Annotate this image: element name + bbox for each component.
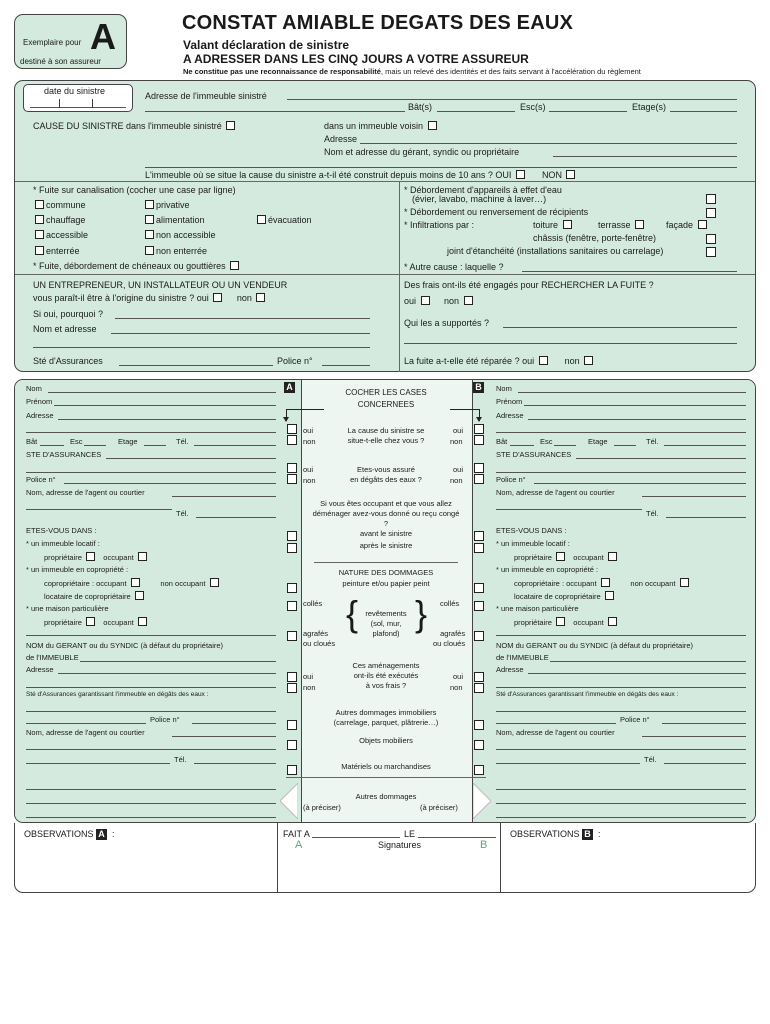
autres-label: Autres dommages bbox=[355, 792, 417, 801]
preciser-b: (à préciser) bbox=[420, 803, 458, 812]
adresse-label: Adresse bbox=[26, 411, 54, 420]
autres-field-1[interactable] bbox=[26, 789, 276, 790]
gerant-field-2[interactable] bbox=[145, 167, 737, 168]
adresse2-label: Adresse bbox=[26, 665, 54, 674]
le-field[interactable] bbox=[418, 837, 496, 838]
locatif-label: * un immeuble locatif : bbox=[496, 539, 570, 548]
adresse-immeuble-label: Adresse de l'immeuble sinistré bbox=[145, 91, 267, 101]
fait-a-field[interactable] bbox=[312, 837, 400, 838]
debordement2-checkbox[interactable] bbox=[706, 208, 716, 218]
facade-checkbox[interactable] bbox=[698, 220, 707, 229]
exemplaire-box bbox=[14, 14, 127, 69]
middle-a-checkbox-12[interactable] bbox=[287, 740, 297, 750]
copro-label: * un immeuble en copropriété : bbox=[496, 565, 599, 574]
chassis-label: châssis (fenêtre, porte-fenêtre) bbox=[533, 233, 657, 243]
middle-a-checkbox-9[interactable] bbox=[287, 672, 297, 682]
locatif-proprietaire-checkbox[interactable] bbox=[86, 552, 95, 561]
construit-label: L'immeuble où se situe la cause du sinistre a-t-il été construit depuis moins de 10 ans ? OUI NON bbox=[145, 170, 577, 181]
esc-label: Esc bbox=[70, 437, 83, 446]
middle-column: A B COCHER LES CASES CONCERNEES oui non La cause du sinistre se situe-t-elle chez vous ? oui non oui non Etes-vous assuré en dégâts des eaux ? oui non Si vous êtes occupant et que vous allez déménager avez-vous donné ou reçu congé ? avant le sinistre après le sinistre NATURE DES DOMMAGES peinture et/ou papier peint collés collés { } revêtements (sol, mur, plafond) agrafés ou cloués agrafés ou cloués Ces aménagements ont-ils été exécutés à vos frais ? oui non oui non Autres dommages immobiliers (carrelage, parquet, plâtrerie…) Objets mobiliers Matériels ou marchandises Autres dommages (à préciser) (à préciser) bbox=[300, 379, 472, 823]
middle-a-checkbox-3[interactable] bbox=[287, 474, 297, 484]
agent-field-2[interactable] bbox=[26, 509, 172, 510]
ste-assurances-label: STE D'ASSURANCES bbox=[26, 450, 102, 459]
q1-non-a: non bbox=[303, 437, 316, 446]
tel-label: Tél. bbox=[646, 437, 659, 446]
nom-label: Nom bbox=[26, 384, 42, 393]
agent-field[interactable] bbox=[642, 496, 746, 497]
chassis-checkbox[interactable] bbox=[706, 234, 716, 244]
ste-garant-label: Sté d'Assurances garantissant l'immeuble en dégâts des eaux : bbox=[26, 691, 209, 698]
agent2-field-3[interactable] bbox=[26, 763, 170, 764]
commune-opt: commune bbox=[33, 200, 86, 211]
non-accessible-opt: non accessible bbox=[143, 230, 216, 241]
middle-a-checkbox-6[interactable] bbox=[287, 583, 297, 593]
middle-a-checkbox-4[interactable] bbox=[287, 531, 297, 541]
qui-field-2[interactable] bbox=[404, 343, 737, 344]
accessible-checkbox[interactable] bbox=[35, 230, 44, 239]
etage-label: Etage(s) bbox=[632, 102, 667, 112]
middle-a-checkbox-13[interactable] bbox=[287, 765, 297, 775]
tel-field[interactable] bbox=[664, 445, 746, 446]
nom-adresse-field-2[interactable] bbox=[33, 347, 370, 348]
maison-field[interactable] bbox=[26, 635, 276, 636]
terrasse-checkbox[interactable] bbox=[635, 220, 644, 229]
colles-a: collés bbox=[303, 599, 323, 608]
agrafes-b: agrafés ou cloués bbox=[433, 629, 466, 648]
adresse-immeuble-field-2[interactable] bbox=[145, 111, 405, 112]
adresse2-field[interactable] bbox=[528, 673, 746, 674]
maison-proprietaire-checkbox[interactable] bbox=[556, 617, 565, 626]
nom-field[interactable] bbox=[48, 392, 276, 393]
middle-b-checkbox-1[interactable] bbox=[474, 435, 484, 445]
frais-label: Des frais ont-ils été engagés pour RECHERCHER LA FUITE ? bbox=[404, 280, 654, 290]
autres-field-2[interactable] bbox=[26, 803, 276, 804]
locatif-label: * un immeuble locatif : bbox=[26, 539, 100, 548]
agent2-field-3[interactable] bbox=[496, 763, 640, 764]
exemplaire-dest: destiné à son assureur bbox=[20, 57, 101, 66]
evacuation-opt: évacuation bbox=[255, 215, 312, 226]
middle-a-checkbox-0[interactable] bbox=[287, 424, 297, 434]
reparee-oui-checkbox[interactable] bbox=[539, 356, 548, 365]
tel2-label: Tél. bbox=[176, 509, 189, 518]
arrow-left-icon bbox=[280, 783, 298, 819]
police-field[interactable] bbox=[64, 483, 276, 484]
de-immeuble-label: de l'IMMEUBLE bbox=[26, 653, 79, 662]
autres-field-1[interactable] bbox=[496, 789, 746, 790]
police-field[interactable] bbox=[322, 365, 370, 366]
reparee-label: La fuite a-t-elle été réparée ? oui non bbox=[404, 356, 595, 367]
locatif-occupant-checkbox[interactable] bbox=[608, 552, 617, 561]
bat-label: Bât bbox=[26, 437, 38, 446]
observations-a: OBSERVATIONS A : bbox=[24, 829, 115, 839]
middle-b-checkbox-13[interactable] bbox=[474, 765, 484, 775]
police-label: Police n° bbox=[277, 356, 313, 366]
q1-non-b: non bbox=[450, 437, 463, 446]
adresse2-field[interactable] bbox=[58, 673, 276, 674]
maison-opts: propriétaire occupant bbox=[514, 617, 619, 628]
police-label: Police n° bbox=[496, 475, 526, 484]
maison-proprietaire-checkbox[interactable] bbox=[86, 617, 95, 626]
adresse-label: Adresse bbox=[324, 134, 358, 144]
ste-assurances-field-2[interactable] bbox=[496, 472, 746, 473]
construit-non-checkbox[interactable] bbox=[566, 170, 575, 179]
joint-label: joint d'étanchéité (installations sanitaires ou carrelage) bbox=[447, 246, 664, 256]
peinture-label: peinture et/ou papier peint bbox=[342, 579, 430, 588]
de-immeuble-label: de l'IMMEUBLE bbox=[496, 653, 549, 662]
q1-oui-a: oui bbox=[303, 426, 314, 435]
page-title: CONSTAT AMIABLE DEGATS DES EAUX bbox=[182, 12, 574, 34]
etage-label: Etage bbox=[118, 437, 138, 446]
autres-field-3[interactable] bbox=[496, 817, 746, 818]
agent-label: Nom, adresse de l'agent ou courtier bbox=[496, 488, 615, 497]
q1-label: La cause du sinistre se situe-t-elle chez vous ? bbox=[347, 426, 425, 445]
debordement2-label: * Débordement ou renversement de récipients bbox=[404, 207, 589, 217]
maison-field[interactable] bbox=[496, 635, 746, 636]
fuite-chen-checkbox[interactable] bbox=[230, 261, 239, 270]
autres-immo-label: Autres dommages immobiliers (carrelage, parquet, plâtrerie…) bbox=[333, 708, 439, 727]
de-immeuble-field[interactable] bbox=[80, 661, 276, 662]
date-box bbox=[23, 84, 133, 112]
middle-a-checkbox-2[interactable] bbox=[287, 463, 297, 473]
locatif-opts: propriétaire occupant bbox=[44, 552, 149, 563]
voisin-checkbox[interactable] bbox=[428, 121, 437, 130]
middle-b-checkbox-12[interactable] bbox=[474, 740, 484, 750]
q2-label: Etes-vous assuré en dégâts des eaux ? bbox=[350, 465, 422, 484]
maison-label: * une maison particulière bbox=[496, 604, 579, 613]
top-section bbox=[14, 80, 756, 372]
materiels-label: Matériels ou marchandises bbox=[341, 762, 431, 771]
sig-a: A bbox=[295, 839, 303, 851]
agent2-field-2[interactable] bbox=[496, 749, 746, 750]
police2-label: Police n° bbox=[150, 715, 180, 724]
fuite-canal-label: * Fuite sur canalisation (cocher une case par ligne) bbox=[33, 185, 236, 195]
adresse-field[interactable] bbox=[58, 419, 276, 420]
toiture-opt: toiture bbox=[533, 220, 574, 231]
tel2-label: Tél. bbox=[646, 509, 659, 518]
concernees-label: CONCERNEES bbox=[357, 400, 415, 409]
locatif-occupant-checkbox[interactable] bbox=[138, 552, 147, 561]
ste-assurances-field-2[interactable] bbox=[26, 472, 276, 473]
non-accessible-checkbox[interactable] bbox=[145, 230, 154, 239]
party-a bbox=[14, 379, 300, 823]
etage-field[interactable] bbox=[144, 445, 166, 446]
ste-label: Sté d'Assurances bbox=[33, 356, 103, 366]
ste-garant-label: Sté d'Assurances garantissant l'immeuble en dégâts des eaux : bbox=[496, 691, 679, 698]
nature-label: NATURE DES DOMMAGES bbox=[338, 568, 434, 577]
tel3-field[interactable] bbox=[664, 763, 746, 764]
subtitle-2: A ADRESSER DANS LES CINQ JOURS A VOTRE ASSUREUR bbox=[183, 52, 529, 66]
agent2-field[interactable] bbox=[172, 736, 276, 737]
tel3-field[interactable] bbox=[194, 763, 276, 764]
copro-non-occupant-checkbox[interactable] bbox=[680, 578, 689, 587]
party-b bbox=[484, 379, 756, 823]
locataire-opt: locataire de copropriétaire bbox=[44, 591, 146, 602]
agent2-field-2[interactable] bbox=[26, 749, 276, 750]
debordement1-label: * Débordement d'appareils à effet d'eau bbox=[404, 185, 562, 195]
arrow-right-icon bbox=[473, 783, 491, 819]
maison-opts: propriétaire occupant bbox=[44, 617, 149, 628]
alimentation-opt: alimentation bbox=[143, 215, 205, 226]
esc-label: Esc(s) bbox=[520, 102, 546, 112]
prenom-label: Prénom bbox=[26, 397, 53, 406]
locataire-opt: locataire de copropriétaire bbox=[514, 591, 616, 602]
agent2-field[interactable] bbox=[642, 736, 746, 737]
apres-label: après le sinistre bbox=[359, 541, 413, 550]
tel2-field[interactable] bbox=[196, 517, 276, 518]
agent-field-2[interactable] bbox=[496, 509, 642, 510]
q2-oui-a: oui bbox=[303, 465, 314, 474]
etage-field[interactable] bbox=[614, 445, 636, 446]
q1-oui-b: oui bbox=[453, 426, 464, 435]
tel3-label: Tél. bbox=[174, 755, 187, 764]
observations-b: OBSERVATIONS B : bbox=[510, 829, 601, 839]
middle-b-checkbox-4[interactable] bbox=[474, 531, 484, 541]
middle-b-checkbox-3[interactable] bbox=[474, 474, 484, 484]
date-field[interactable] bbox=[30, 107, 126, 108]
ste-garant-field-2[interactable] bbox=[26, 723, 146, 724]
alimentation-checkbox[interactable] bbox=[145, 215, 154, 224]
esc-label: Esc bbox=[540, 437, 553, 446]
ste-assurances-field[interactable] bbox=[106, 458, 276, 459]
copro-occupant-checkbox[interactable] bbox=[131, 578, 140, 587]
adresse2-field-2[interactable] bbox=[26, 687, 276, 688]
middle-b-checkbox-5[interactable] bbox=[474, 543, 484, 553]
copro-opts: copropriétaire : occupant non occupant bbox=[514, 578, 691, 589]
amenag-oui-a: oui bbox=[303, 672, 314, 681]
origine-oui-checkbox[interactable] bbox=[213, 293, 222, 302]
frais-oui-checkbox[interactable] bbox=[421, 296, 430, 305]
objets-label: Objets mobiliers bbox=[359, 736, 413, 745]
badge-a: A bbox=[284, 382, 295, 393]
ste-garant-field-2[interactable] bbox=[496, 723, 616, 724]
qui-field[interactable] bbox=[503, 327, 737, 328]
esc-field[interactable] bbox=[84, 445, 106, 446]
joint-checkbox[interactable] bbox=[706, 247, 716, 257]
bat-label: Bât bbox=[496, 437, 508, 446]
bat-label: Bât(s) bbox=[408, 102, 433, 112]
agent2-label: Nom, adresse de l'agent ou courtier bbox=[26, 728, 145, 737]
non-enterree-checkbox[interactable] bbox=[145, 246, 154, 255]
avant-label: avant le sinistre bbox=[359, 529, 413, 538]
privative-checkbox[interactable] bbox=[145, 200, 154, 209]
date-label: date du sinistre bbox=[44, 86, 106, 96]
esc-field[interactable] bbox=[549, 111, 627, 112]
cause-label: CAUSE DU SINISTRE dans l'immeuble sinistré bbox=[33, 121, 237, 132]
middle-b-checkbox-0[interactable] bbox=[474, 424, 484, 434]
chauffage-opt: chauffage bbox=[33, 215, 85, 226]
agent-field[interactable] bbox=[172, 496, 276, 497]
privative-opt: privative bbox=[143, 200, 190, 211]
middle-b-checkbox-10[interactable] bbox=[474, 683, 484, 693]
maison-occupant-checkbox[interactable] bbox=[138, 617, 147, 626]
bottom-section bbox=[14, 823, 756, 893]
gerant-syndic-label: NOM du GERANT ou du SYNDIC (à défaut du propriétaire) bbox=[496, 641, 694, 650]
middle-b-checkbox-7[interactable] bbox=[474, 601, 484, 611]
ste-garant-field[interactable] bbox=[496, 711, 746, 712]
commune-checkbox[interactable] bbox=[35, 200, 44, 209]
bat-field[interactable] bbox=[40, 445, 64, 446]
etes-vous-label: ETES-VOUS DANS : bbox=[496, 526, 567, 535]
gerant-syndic-label: NOM du GERANT ou du SYNDIC (à défaut du propriétaire) bbox=[26, 641, 224, 650]
copro-label: * un immeuble en copropriété : bbox=[26, 565, 129, 574]
exemplaire-letter: A bbox=[90, 16, 116, 57]
etage-field[interactable] bbox=[670, 111, 737, 112]
origine-non-checkbox[interactable] bbox=[256, 293, 265, 302]
adresse-label: Adresse bbox=[496, 411, 524, 420]
chauffage-checkbox[interactable] bbox=[35, 215, 44, 224]
fuite-chen-label: * Fuite, débordement de chéneaux ou gouttières bbox=[33, 261, 241, 272]
gerant-label: Nom et adresse du gérant, syndic ou propriétaire bbox=[324, 147, 520, 157]
nom-field[interactable] bbox=[518, 392, 746, 393]
adresse-field[interactable] bbox=[528, 419, 746, 420]
bat-field[interactable] bbox=[437, 111, 515, 112]
adresse-field[interactable] bbox=[360, 143, 737, 144]
q2-non-b: non bbox=[450, 476, 463, 485]
ste-assurances-field[interactable] bbox=[576, 458, 746, 459]
non-enterree-opt: non enterrée bbox=[143, 246, 207, 257]
terrasse-opt: terrasse bbox=[598, 220, 646, 231]
infiltrations-label: * Infiltrations par : bbox=[404, 220, 475, 230]
autre-cause-field[interactable] bbox=[522, 271, 737, 272]
etage-label: Etage bbox=[588, 437, 608, 446]
prenom-label: Prénom bbox=[496, 397, 523, 406]
tel3-label: Tél. bbox=[644, 755, 657, 764]
copro-opts: copropriétaire : occupant non occupant bbox=[44, 578, 221, 589]
si-oui-field[interactable] bbox=[115, 318, 370, 319]
qui-label: Qui les a supportés ? bbox=[404, 318, 490, 328]
exemplaire-label: Exemplaire pour bbox=[23, 38, 82, 47]
police2-label: Police n° bbox=[620, 715, 650, 724]
police-label: Police n° bbox=[26, 475, 56, 484]
agent2-label: Nom, adresse de l'agent ou courtier bbox=[496, 728, 615, 737]
adresse-field-2[interactable] bbox=[496, 432, 746, 433]
middle-a-checkbox-11[interactable] bbox=[287, 720, 297, 730]
enterree-checkbox[interactable] bbox=[35, 246, 44, 255]
autre-cause-label: * Autre cause : laquelle ? bbox=[404, 262, 504, 272]
cause-checkbox[interactable] bbox=[226, 121, 235, 130]
ste-assurances-label: STE D'ASSURANCES bbox=[496, 450, 572, 459]
reparee-non-checkbox[interactable] bbox=[584, 356, 593, 365]
tel-label: Tél. bbox=[176, 437, 189, 446]
etes-vous-label: ETES-VOUS DANS : bbox=[26, 526, 97, 535]
autres-field-2[interactable] bbox=[496, 803, 746, 804]
agrafes-a: agrafés ou cloués bbox=[303, 629, 336, 648]
middle-a-checkbox-10[interactable] bbox=[287, 683, 297, 693]
adresse-field-2[interactable] bbox=[26, 432, 276, 433]
adresse2-label: Adresse bbox=[496, 665, 524, 674]
locataire-checkbox[interactable] bbox=[135, 591, 144, 600]
fait-a: FAIT A bbox=[283, 829, 310, 839]
middle-b-checkbox-2[interactable] bbox=[474, 463, 484, 473]
de-immeuble-field[interactable] bbox=[550, 661, 746, 662]
prenom-field[interactable] bbox=[54, 405, 276, 406]
ste-garant-field[interactable] bbox=[26, 711, 276, 712]
amenag-non-a: non bbox=[303, 683, 316, 692]
le-label: LE bbox=[404, 829, 416, 839]
preciser-a: (à préciser) bbox=[303, 803, 341, 812]
autres-field-3[interactable] bbox=[26, 817, 276, 818]
adresse-immeuble-field[interactable] bbox=[287, 99, 737, 100]
middle-a-checkbox-1[interactable] bbox=[287, 435, 297, 445]
nom-adresse-label: Nom et adresse bbox=[33, 324, 97, 334]
esc-field[interactable] bbox=[554, 445, 576, 446]
construit-oui-checkbox[interactable] bbox=[516, 170, 525, 179]
q2-oui-b: oui bbox=[453, 465, 464, 474]
copro-occupant-checkbox[interactable] bbox=[601, 578, 610, 587]
facade-opt: façade bbox=[666, 220, 709, 231]
revetements-label: revêtements (sol, mur, plafond) bbox=[365, 609, 407, 638]
si-oui-label: Si oui, pourquoi ? bbox=[33, 309, 104, 319]
debordement1-checkbox[interactable] bbox=[706, 194, 716, 204]
q3-label: Si vous êtes occupant et que vous allez déménager avez-vous donné ou reçu congé ? bbox=[312, 499, 460, 528]
agent-label: Nom, adresse de l'agent ou courtier bbox=[26, 488, 145, 497]
enterree-opt: enterrée bbox=[33, 246, 80, 257]
locatif-proprietaire-checkbox[interactable] bbox=[556, 552, 565, 561]
sig-b: B bbox=[480, 839, 488, 851]
amenag-non-b: non bbox=[450, 683, 463, 692]
accessible-opt: accessible bbox=[33, 230, 88, 241]
police-field[interactable] bbox=[534, 483, 746, 484]
copro-non-occupant-checkbox[interactable] bbox=[210, 578, 219, 587]
voisin-label: dans un immeuble voisin bbox=[324, 121, 439, 132]
maison-occupant-checkbox[interactable] bbox=[608, 617, 617, 626]
middle-b-checkbox-9[interactable] bbox=[474, 672, 484, 682]
q2-non-a: non bbox=[303, 476, 316, 485]
police2-field[interactable] bbox=[192, 723, 276, 724]
nom-label: Nom bbox=[496, 384, 512, 393]
subtitle-1: Valant déclaration de sinistre bbox=[183, 38, 350, 52]
disclaimer-rest: , mais un relevé des identités et des faits servant à l'accélération du règlement bbox=[380, 67, 641, 76]
adresse2-field-2[interactable] bbox=[496, 687, 746, 688]
amenag-oui-b: oui bbox=[453, 672, 464, 681]
ste-field[interactable] bbox=[119, 365, 273, 366]
middle-b-checkbox-6[interactable] bbox=[474, 583, 484, 593]
entrepreneur-label: UN ENTREPRENEUR, UN INSTALLATEUR OU UN VENDEUR bbox=[33, 280, 288, 290]
middle-b-checkbox-8[interactable] bbox=[474, 631, 484, 641]
cocher-label: COCHER LES CASES bbox=[345, 388, 427, 397]
police2-field[interactable] bbox=[662, 723, 746, 724]
middle-b-checkbox-11[interactable] bbox=[474, 720, 484, 730]
toiture-checkbox[interactable] bbox=[563, 220, 572, 229]
middle-a-checkbox-8[interactable] bbox=[287, 631, 297, 641]
disclaimer-bold: Ne constitue pas une reconnaissance de responsabilité bbox=[183, 67, 381, 76]
amenag-label: Ces aménagements ont-ils été exécutés à vos frais ? bbox=[352, 661, 420, 690]
middle-a-checkbox-7[interactable] bbox=[287, 601, 297, 611]
bat-field[interactable] bbox=[510, 445, 534, 446]
gerant-field[interactable] bbox=[553, 156, 737, 157]
origine-label: vous paraît-il être à l'origine du sinistre ? oui non bbox=[33, 293, 267, 304]
prenom-field[interactable] bbox=[524, 405, 746, 406]
nom-adresse-field[interactable] bbox=[111, 333, 370, 334]
colles-b: collés bbox=[440, 599, 460, 608]
evacuation-checkbox[interactable] bbox=[257, 215, 266, 224]
badge-b: B bbox=[473, 382, 484, 393]
middle-a-checkbox-5[interactable] bbox=[287, 543, 297, 553]
frais-oui-opt: oui non bbox=[404, 296, 475, 307]
locatif-opts: propriétaire occupant bbox=[514, 552, 619, 563]
maison-label: * une maison particulière bbox=[26, 604, 109, 613]
frais-non-checkbox[interactable] bbox=[464, 296, 473, 305]
tel-field[interactable] bbox=[194, 445, 276, 446]
signatures-label: Signatures bbox=[378, 840, 422, 850]
locataire-checkbox[interactable] bbox=[605, 591, 614, 600]
tel2-field[interactable] bbox=[666, 517, 746, 518]
debordement1b-label: (évier, lavabo, machine à laver…) bbox=[412, 194, 547, 204]
disclaimer bbox=[183, 67, 641, 76]
